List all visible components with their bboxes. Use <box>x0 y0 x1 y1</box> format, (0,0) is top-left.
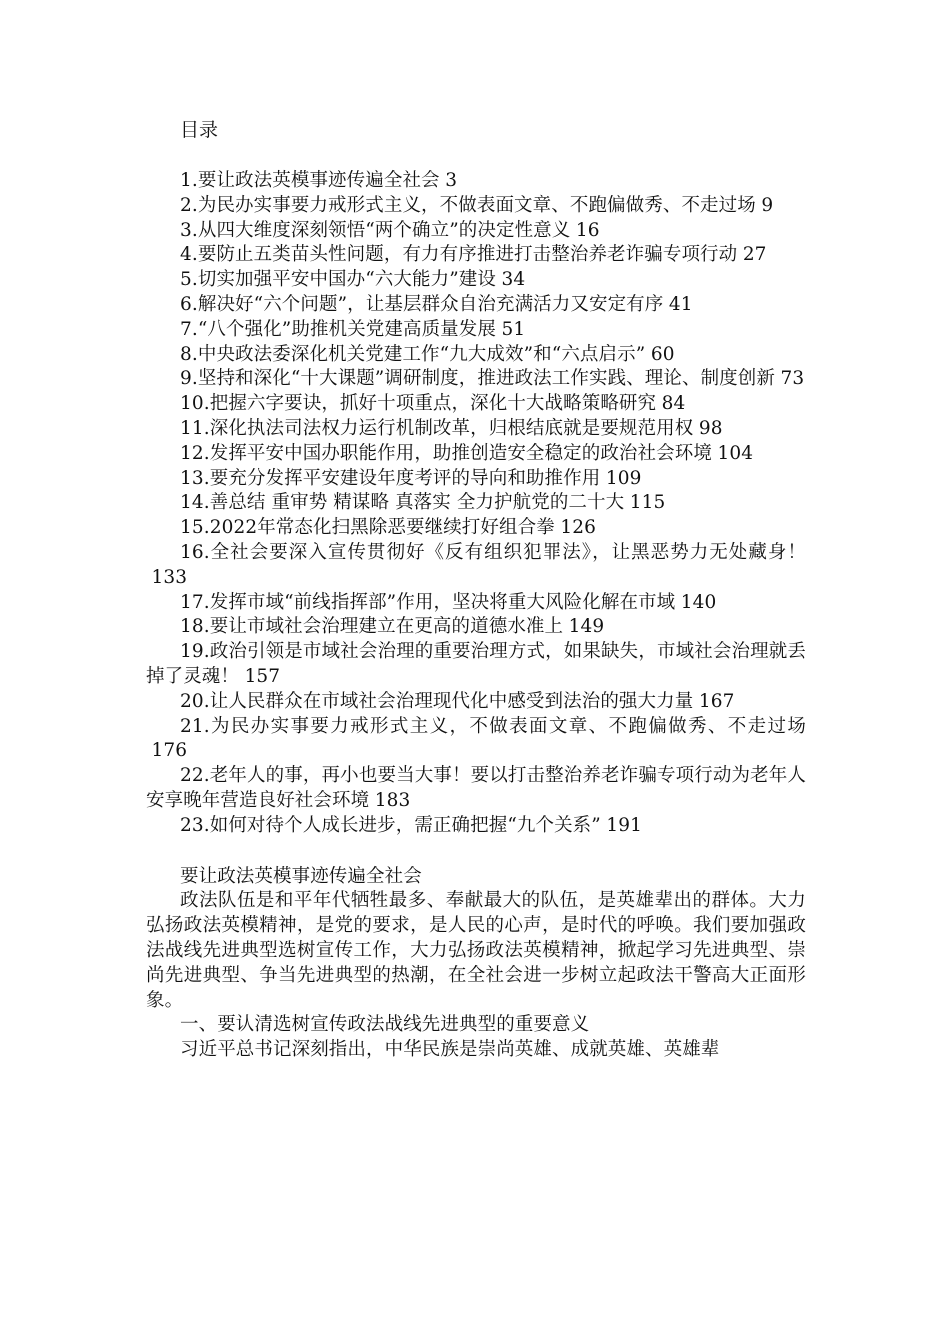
toc-item[interactable] <box>146 591 806 616</box>
toc-item[interactable] <box>146 367 806 392</box>
toc-item-label: 5.切实加强平安中国办“六大能力”建设 <box>180 269 496 291</box>
toc-item-page: 109 <box>605 467 642 489</box>
toc-item-page: 167 <box>698 690 735 712</box>
toc-item-label: 11.深化执法司法权力运行机制改革，归根结底就是要规范用权 <box>180 417 694 439</box>
toc-item[interactable] <box>146 219 806 244</box>
toc-item[interactable] <box>146 343 806 368</box>
toc-item[interactable] <box>146 243 806 268</box>
toc-item-page: 104 <box>717 442 754 464</box>
toc-item-page: 157 <box>244 665 281 687</box>
toc-item-page: 115 <box>629 492 666 514</box>
toc-item[interactable] <box>146 491 806 516</box>
toc-title: 目录 <box>180 119 219 141</box>
toc-item[interactable] <box>146 169 806 194</box>
toc-item[interactable] <box>146 194 806 219</box>
toc-item-page: 73 <box>780 368 805 390</box>
toc-item-label: 16.全社会要深入宣传贯彻好《反有组织犯罪法》，让黑恶势力无处藏身！ <box>180 541 806 563</box>
toc-list <box>146 169 806 839</box>
toc-item[interactable] <box>146 268 806 293</box>
toc-item[interactable] <box>146 442 806 467</box>
toc-item-label: 14.善总结 重审势 精谋略 真落实 全力护航党的二十大 <box>180 492 625 514</box>
toc-item-page: 34 <box>501 269 526 291</box>
article-intro-paragraph: 政法队伍是和平年代牺牲最多、奉献最大的队伍，是英雄辈出的群体。大力弘扬政法英模精神，是党的要求，是人民的心声，是时代的呼唤。我们要加强政法战线先进典型选树宣传工作，大力弘扬政法英模精神，掀起学习先进典型、崇尚先进典型、争当先进典型的热潮，在全社会进一步树立起政法干警高大正面形象。 <box>146 890 806 1011</box>
toc-item[interactable] <box>146 318 806 343</box>
toc-item-label: 1.要让政法英模事迹传遍全社会 <box>180 170 440 191</box>
toc-item-page: 149 <box>568 616 605 638</box>
section-paragraph: 习近平总书记深刻指出，中华民族是崇尚英雄、成就英雄、英雄辈 <box>180 1039 720 1061</box>
toc-item-label: 20.让人民群众在市域社会治理现代化中感受到法治的强大力量 <box>180 690 694 712</box>
toc-item-page: 60 <box>650 343 675 365</box>
toc-item-page: 84 <box>661 393 686 415</box>
toc-item-page: 191 <box>606 814 643 836</box>
toc-item-label: 4.要防止五类苗头性问题，有力有序推进打击整治养老诈骗专项行动 <box>180 244 738 266</box>
section-spacer <box>146 839 806 865</box>
toc-item-label: 12.发挥平安中国办职能作用，助推创造安全稳定的政治社会环境 <box>180 442 712 464</box>
toc-item-page: 176 <box>151 740 188 762</box>
toc-item-label: 10.把握六字要诀，抓好十项重点，深化十大战略策略研究 <box>180 393 657 415</box>
toc-item-page: 98 <box>698 417 723 439</box>
toc-item-label: 17.发挥市域“前线指挥部”作用，坚决将重大风险化解在市域 <box>180 591 676 613</box>
toc-item-page: 183 <box>374 789 411 811</box>
toc-item-label: 2.为民办实事要力戒形式主义，不做表面文章、不跑偏做秀、不走过场 <box>180 194 756 216</box>
toc-item-label: 19.政治引领是市域社会治理的重要治理方式，如果缺失，市域社会治理就丢掉了灵魂！ <box>146 641 806 687</box>
toc-item-label: 18.要让市域社会治理建立在更高的道德水准上 <box>180 616 564 638</box>
toc-item-page: 133 <box>151 566 188 588</box>
toc-item[interactable] <box>146 814 806 839</box>
toc-item-page: 27 <box>742 244 767 266</box>
toc-item[interactable] <box>146 293 806 318</box>
toc-item-label: 23.如何对待个人成长进步，需正确把握“九个关系” <box>180 814 601 836</box>
toc-item-label: 8.中央政法委深化机关党建工作“九大成效”和“六点启示” <box>180 343 646 365</box>
toc-item-label: 3.从四大维度深刻领悟“两个确立”的决定性意义 <box>180 219 571 241</box>
article-title: 要让政法英模事迹传遍全社会 <box>180 865 422 887</box>
toc-item-label: 21.为民办实事要力戒形式主义，不做表面文章、不跑偏做秀、不走过场 <box>180 715 806 737</box>
toc-item-page: 126 <box>560 517 596 539</box>
toc-item-page: 16 <box>575 219 600 241</box>
toc-item[interactable] <box>146 715 806 765</box>
toc-item-label: 13.要充分发挥平安建设年度考评的导向和助推作用 <box>180 467 601 489</box>
toc-item-label: 22.老年人的事，再小也要当大事！要以打击整治养老诈骗专项行动为老年人安享晚年营造良好社会环境 <box>146 765 806 811</box>
toc-item-page: 9 <box>761 194 774 216</box>
toc-item[interactable] <box>146 690 806 715</box>
toc-item[interactable] <box>146 417 806 442</box>
toc-item-page: 3 <box>445 170 458 191</box>
toc-item[interactable] <box>146 615 806 640</box>
toc-item-label: 6.解决好“六个问题”，让基层群众自治充满活力又安定有序 <box>180 293 664 315</box>
toc-item[interactable] <box>146 516 806 541</box>
toc-item-label: 15.2022年常态化扫黑除恶要继续打好组合拳 <box>180 517 555 539</box>
toc-item[interactable] <box>146 392 806 417</box>
toc-item-label: 9.坚持和深化“十大课题”调研制度，推进政法工作实践、理论、制度创新 <box>180 368 775 390</box>
toc-item[interactable] <box>146 467 806 492</box>
toc-item-page: 41 <box>668 293 693 315</box>
toc-item[interactable] <box>146 541 806 591</box>
toc-item[interactable] <box>146 764 806 814</box>
section-heading: 一、要认清选树宣传政法战线先进典型的重要意义 <box>180 1014 590 1036</box>
toc-item-page: 51 <box>501 318 526 340</box>
toc-item-label: 7.“八个强化”助推机关党建高质量发展 <box>180 318 496 340</box>
document-page <box>146 118 806 1063</box>
toc-item[interactable] <box>146 640 806 690</box>
toc-item-page: 140 <box>680 591 717 613</box>
